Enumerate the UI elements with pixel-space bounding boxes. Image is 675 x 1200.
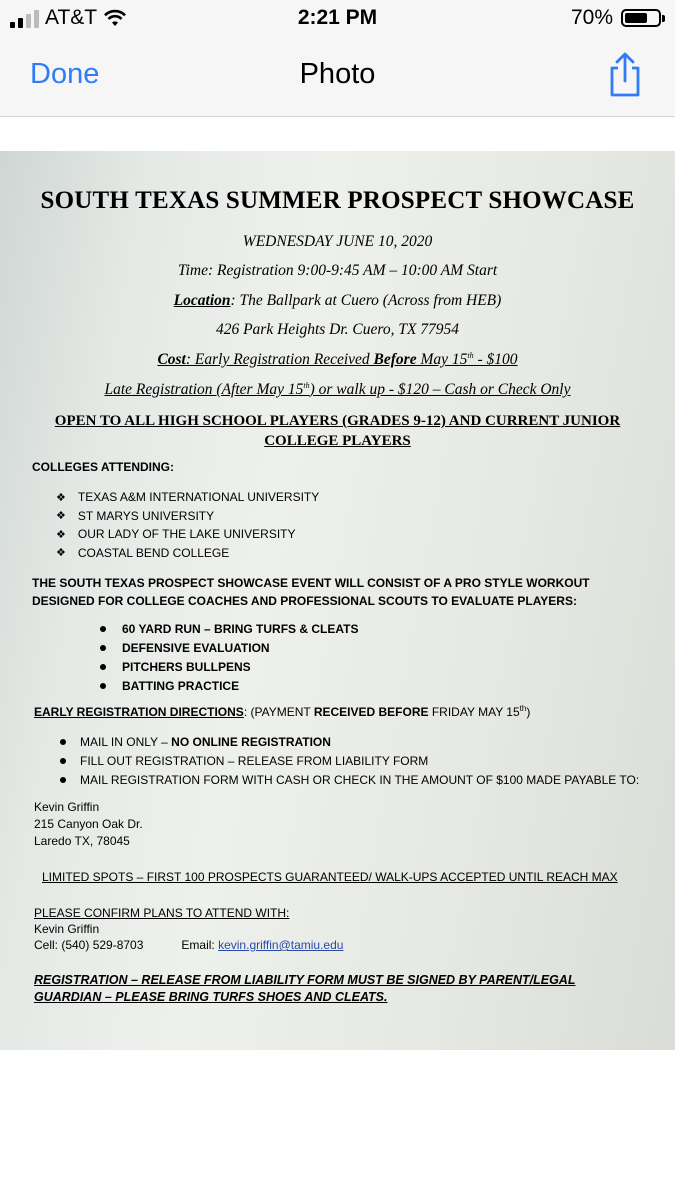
direction-text: FILL OUT REGISTRATION – RELEASE FROM LIABILITY FORM [80,753,429,768]
workout-item: BATTING PRACTICE [122,678,240,693]
limited-spots: LIMITED SPOTS – FIRST 100 PROSPECTS GUARANTEED/ WALK-UPS ACCEPTED UNTIL REACH MAX [42,870,618,884]
battery-group [571,6,661,30]
bottom-area [0,1050,675,1200]
list-item [60,770,639,789]
cost-before: Before [373,351,417,369]
bullet-icon [100,626,106,632]
bullet-icon [60,739,66,745]
list-item [60,751,639,770]
cost-date: May 15 [416,351,468,369]
email-label: Email: [181,938,219,952]
list-item [100,676,358,695]
event-location [0,292,675,310]
early-paren-post: FRIDAY MAY 15 [428,705,520,719]
bullet-icon: ❖ [56,510,66,523]
direction-text: MAIL REGISTRATION FORM WITH CASH OR CHECK IN THE AMOUNT OF $100 MADE PAYABLE TO: [80,772,640,787]
battery-fill [625,13,647,23]
cost-sup: th [467,351,474,360]
event-address: 426 Park Heights Dr. Cuero, TX 77954 [215,321,460,338]
college-name: COASTAL BEND COLLEGE [77,545,230,560]
list-item [56,507,319,526]
colleges-list [56,488,319,562]
event-date: WEDNESDAY JUNE 10, 2020 [242,233,433,250]
early-close: ) [526,705,531,719]
bullet-icon [100,645,106,651]
bullet-icon: ❖ [56,528,66,541]
flyer-title: SOUTH TEXAS SUMMER PROSPECT SHOWCASE [40,187,635,214]
bullet-icon: ❖ [56,547,66,560]
list-item [56,488,319,507]
workout-item: DEFENSIVE EVALUATION [122,640,270,655]
share-icon[interactable] [605,52,645,98]
battery-percent: 70% [570,6,613,29]
early-paren-bold: RECEIVED BEFORE [313,705,429,719]
colleges-heading: COLLEGES ATTENDING: [32,460,174,474]
nav-bar [0,38,675,117]
list-item [100,657,358,676]
direction-bold: NO ONLINE REGISTRATION [171,734,331,749]
workout-item: 60 YARD RUN – BRING TURFS & CLEATS [122,621,359,636]
directions-list [60,732,639,789]
cost-label: Cost [157,351,186,369]
registration-note: REGISTRATION – RELEASE FROM LIABILITY FORM MUST BE SIGNED BY PARENT/LEGAL GUARDIAN – PLEASE BRING TURFS SHOES AND CLEATS. [34,973,576,1004]
mailing-address [34,799,143,850]
list-item [100,638,358,657]
email-link: kevin.griffin@tamiu.edu [218,938,344,952]
early-heading: EARLY REGISTRATION DIRECTIONS [34,705,244,719]
cost-pre: : Early Registration Received [185,351,374,369]
flyer [0,151,675,1050]
college-name: TEXAS A&M INTERNATIONAL UNIVERSITY [77,490,320,505]
location-label: Location [173,292,231,309]
late-post: ) or walk up - $120 – Cash or Check Only [309,381,571,399]
workout-list [100,619,358,695]
open-to-players: OPEN TO ALL HIGH SCHOOL PLAYERS (GRADES 9-12) AND CURRENT JUNIOR COLLEGE PLAYERS [54,413,621,449]
location-value: : The Ballpark at Cuero (Across from HEB) [230,292,502,309]
confirm-cell: Cell: (540) 529-8703 [34,938,144,952]
done-button[interactable]: Done [30,58,100,90]
list-item [100,619,358,638]
late-pre: Late Registration (After May 15 [104,381,304,399]
list-item [60,732,639,751]
event-time: Time: Registration 9:00-9:45 AM – 10:00 AM Start [177,262,498,279]
early-paren-pre: : (PAYMENT [243,705,314,719]
workout-item: PITCHERS BULLPENS [122,659,251,674]
mail-city: Laredo TX, 78045 [34,834,130,848]
late-registration [0,381,675,399]
bullet-icon [100,664,106,670]
nav-title: Photo [299,58,376,90]
cost-amount: - $100 [473,351,518,369]
bullet-icon [60,758,66,764]
event-cost [0,351,675,369]
clock: 2:21 PM [297,6,378,29]
mail-street: 215 Canyon Oak Dr. [34,817,143,831]
bullet-icon [100,683,106,689]
early-sup: th [519,704,527,713]
bullet-icon [60,777,66,783]
college-name: ST MARYS UNIVERSITY [77,508,215,523]
late-sup: th [303,381,310,390]
status-bar [0,0,675,38]
confirm-line [34,937,343,953]
event-description: THE SOUTH TEXAS PROSPECT SHOWCASE EVENT WILL CONSIST OF A PRO STYLE WORKOUT DESIGNED FOR COLLEGE COACHES AND PROFESSIONAL SCOUTS TO EVALUATE PLAYERS: [32,576,590,608]
early-registration-heading [34,704,530,719]
battery-icon [621,9,661,27]
photo-view[interactable] [0,151,675,1050]
carrier-label: AT&T [45,6,98,29]
college-name: OUR LADY OF THE LAKE UNIVERSITY [77,527,296,542]
confirm-name: Kevin Griffin [34,922,100,936]
direction-text: MAIL IN ONLY – [80,734,172,749]
confirm-contact [34,905,343,953]
bullet-icon: ❖ [56,491,66,504]
confirm-heading: PLEASE CONFIRM PLANS TO ATTEND WITH: [34,906,290,920]
list-item [56,525,319,544]
mail-name: Kevin Griffin [34,800,100,814]
list-item [56,544,319,563]
